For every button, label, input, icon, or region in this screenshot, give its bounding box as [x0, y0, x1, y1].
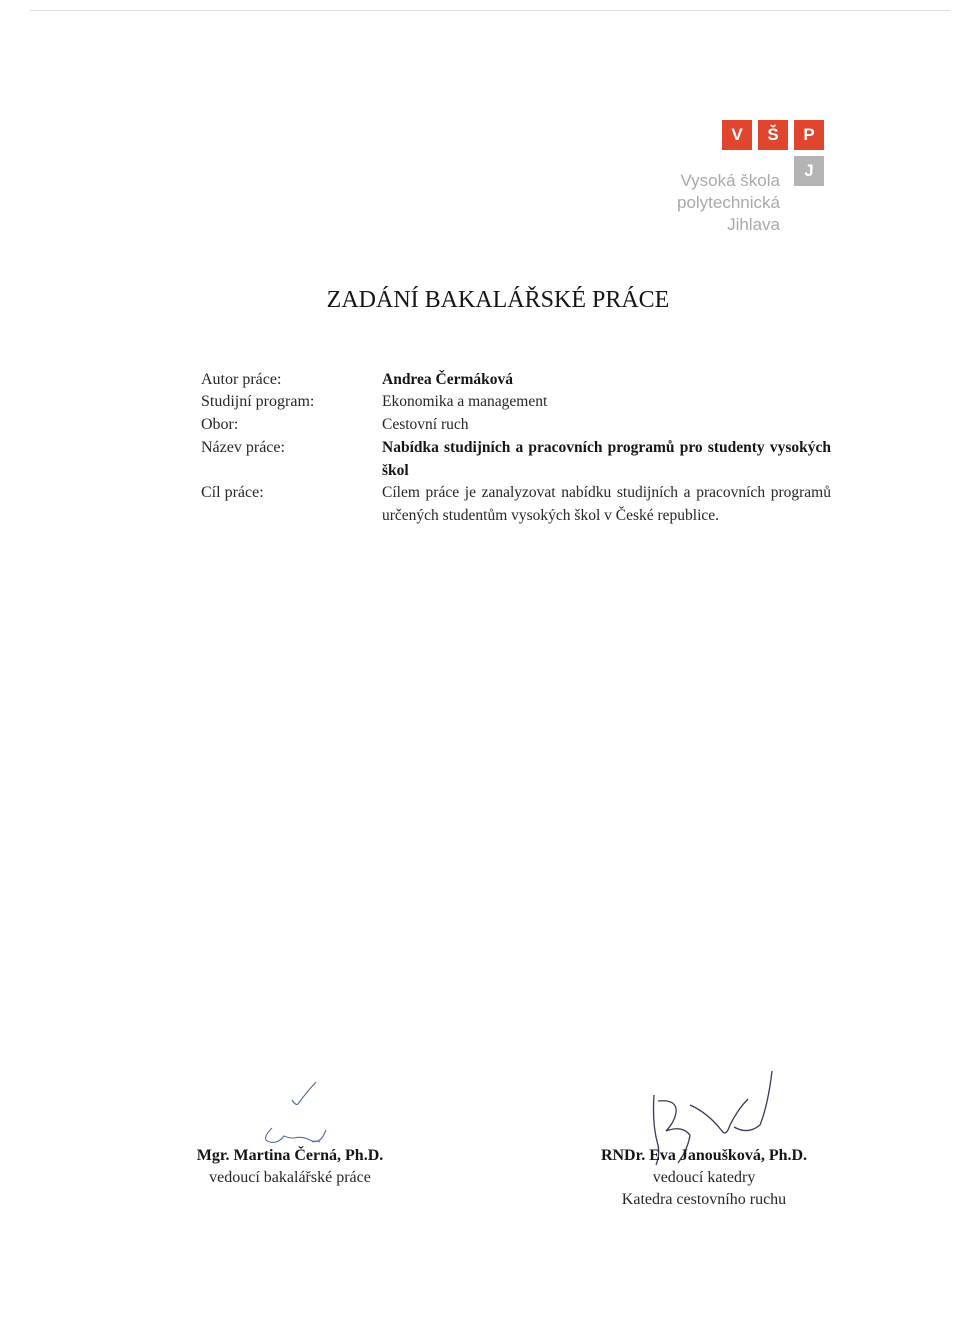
goal-value: Cílem práce je zanalyzovat nabídku studijních a pracovních programů určených studentům vysokých škol v České republice. — [382, 484, 831, 524]
program-value: Ekonomika a management — [382, 393, 548, 410]
logo-line: polytechnická — [676, 193, 780, 212]
head-name: RNDr. Eva Janoušková, Ph.D. — [600, 1147, 808, 1164]
field-value: Cestovní ruch — [382, 416, 469, 433]
document-title: ZADÁNÍ BAKALÁŘSKÉ PRÁCE — [326, 287, 670, 313]
school-logo — [660, 118, 840, 248]
logo-line: Jihlava — [727, 215, 780, 234]
program-label: Studijní program: — [201, 393, 315, 410]
head-department: Katedra cestovního ruchu — [621, 1191, 787, 1208]
author-value: Andrea Čermáková — [382, 371, 514, 388]
field-label: Obor: — [201, 416, 239, 433]
logo-letter-s: Š — [758, 120, 788, 150]
head-signature-block — [574, 1145, 834, 1211]
supervisor-signature-block — [190, 1145, 390, 1189]
scan-edge-line — [30, 10, 950, 11]
logo-line: Vysoká škola — [680, 171, 780, 190]
author-label: Autor práce: — [201, 371, 282, 388]
head-role: vedoucí katedry — [652, 1169, 756, 1186]
thesis-title-label: Název práce: — [201, 439, 285, 456]
supervisor-name: Mgr. Martina Černá, Ph.D. — [196, 1147, 384, 1164]
logo-letter-j: J — [794, 156, 824, 186]
goal-label: Cíl práce: — [201, 484, 264, 501]
supervisor-role: vedoucí bakalářské práce — [209, 1169, 371, 1186]
thesis-title-value: Nabídka studijních a pracovních programů pro studenty vysokých škol — [382, 439, 831, 479]
logo-wordmark — [677, 170, 780, 236]
logo-letter-p: P — [794, 120, 824, 150]
logo-letter-v: V — [722, 120, 752, 150]
supervisor-signature — [250, 1080, 340, 1150]
